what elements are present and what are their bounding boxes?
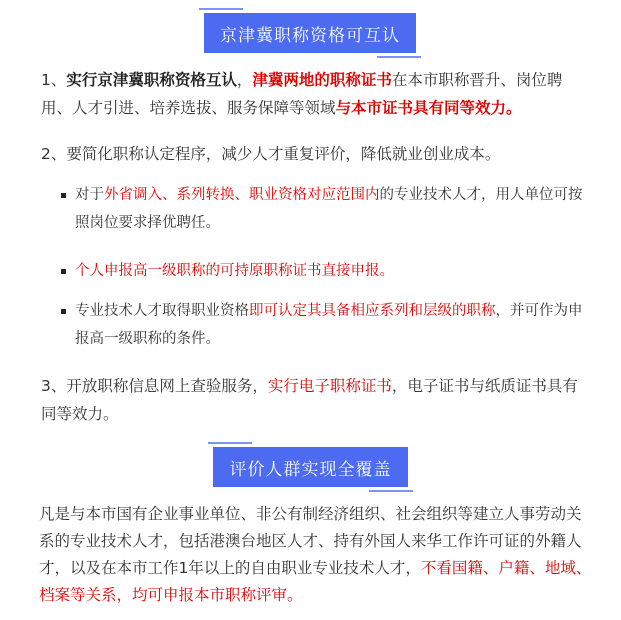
- banner-title: 京津冀职称资格可互认: [204, 13, 416, 53]
- bullet-1-post: 的专业技术人才，用人单位可按照岗位要求择优聘任。: [75, 187, 583, 231]
- item-1-red-ending: 与本市证书具有同等效力。: [335, 99, 522, 117]
- banner-accent-line: [199, 8, 243, 10]
- bullet-1-red: 外省调入、系列转换、职业资格对应范围内: [104, 187, 380, 203]
- bullet-3-pre: 专业技术人才取得职业资格: [75, 303, 249, 319]
- coverage-paragraph: [39, 501, 594, 609]
- section-banner-coverage: [213, 447, 408, 487]
- banner-title: 评价人群实现全覆盖: [213, 447, 408, 487]
- bullet-2-red: 个人申报高一级职称的可持原职称证书直接申报。: [75, 263, 394, 279]
- item-3-red: 实行电子职称证书: [267, 377, 392, 395]
- item-1-bold-heading: 实行京津冀职称资格互认: [66, 71, 237, 89]
- item-1-comma: ，: [236, 71, 253, 89]
- bullet-1-pre: 对于: [75, 187, 104, 203]
- section-banner-qualification: [204, 13, 416, 53]
- item-3-paragraph: [41, 372, 591, 428]
- item-1-prefix: 1、: [41, 71, 67, 89]
- banner-accent-line: [369, 490, 413, 492]
- item-1-paragraph: [41, 66, 591, 122]
- item-2-paragraph: 2、要简化职称认定程序，减少人才重复评价，降低就业创业成本。: [41, 145, 501, 163]
- bullet-item: [75, 297, 585, 353]
- item-3-post: ，电子证书与纸质证书具有同等效力。: [41, 377, 578, 423]
- item-3-pre: 3、开放职称信息网上查验服务，: [41, 377, 268, 395]
- banner-accent-line: [208, 442, 252, 444]
- banner-accent-line: [377, 56, 421, 58]
- bullet-3-red: 即可认定其具备相应系列和层级的职称: [249, 303, 496, 319]
- item-1-body: 在本市职称晋升、岗位聘用、人才引进、培养选拔、服务保障等领域: [41, 71, 563, 117]
- item-1-red-highlight: 津冀两地的职称证书: [252, 71, 392, 89]
- bullet-3-post: ，并可作为申报高一级职称的条件。: [75, 303, 583, 347]
- coverage-body: 凡是与本市国有企业事业单位、非公有制经济组织、社会组织等建立人事劳动关系的专业技术人才，包括港澳台地区人才、持有外国人来华工作许可证的外籍人才，以及在本市工作1年以上的自由职业专业技术人才，: [39, 505, 582, 577]
- coverage-red: 不看国籍、户籍、地域、档案等关系，均可申报本市职称评审。: [39, 559, 592, 604]
- bullet-item: [75, 181, 585, 237]
- bullet-item: [75, 257, 394, 285]
